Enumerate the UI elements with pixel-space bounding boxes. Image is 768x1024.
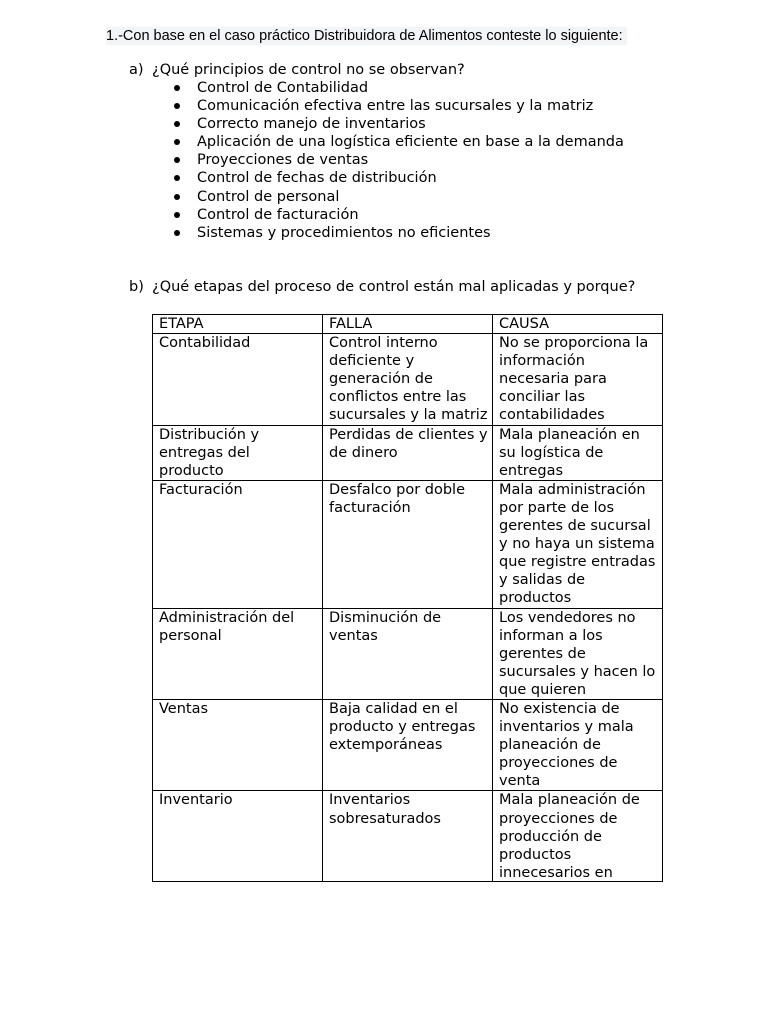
cell-etapa: Administración del personal [153, 608, 323, 699]
list-item [173, 151, 624, 169]
cell-etapa [153, 791, 323, 882]
cell-etapa: Contabilidad [153, 334, 323, 425]
cell-falla: Control interno deficiente y generación de conflictos entre las sucursales y la matriz [323, 334, 493, 425]
bullet-icon [174, 85, 180, 91]
question-a-text: ¿Qué principios de control no se observan? [152, 62, 465, 78]
list-item [173, 97, 624, 115]
table-row [153, 334, 663, 425]
cell-causa: No existencia de inventarios y mala planeación de proyecciones de venta [493, 699, 663, 790]
list-item-text: Sistemas y procedimientos no eficientes [197, 224, 491, 241]
list-item [173, 224, 624, 242]
table-row [153, 425, 663, 480]
cell-falla: Perdidas de clientes y de dinero [323, 425, 493, 480]
cell-etapa: Distribución y entregas del producto [153, 425, 323, 480]
bullet-icon [174, 230, 180, 236]
list-item-text: Correcto manejo de inventarios [197, 116, 426, 133]
list-item-text: Control de facturación [197, 206, 359, 223]
bullet-icon [174, 175, 180, 181]
table-row [153, 608, 663, 699]
cell-falla: Disminución de ventas [323, 608, 493, 699]
cell-causa-text: Mala planeación de proyecciones de producción de productos innecesarios en [499, 792, 640, 881]
list-item [173, 169, 624, 187]
list-item [173, 188, 624, 206]
cell-etapa-text: Inventario [159, 792, 233, 809]
list-item [173, 115, 624, 133]
table-row [153, 480, 663, 608]
header-causa: CAUSA [493, 315, 663, 334]
question-a [129, 61, 465, 79]
table-row [153, 699, 663, 790]
list-item-text: Comunicación efectiva entre las sucursales y la matriz [197, 98, 594, 115]
list-item [173, 206, 624, 224]
page-heading: 1.-Con base en el caso práctico Distribuidora de Alimentos conteste lo siguiente: [106, 27, 627, 45]
list-item-text: Aplicación de una logística eficiente en base a la demanda [197, 134, 624, 151]
question-a-label: a) [129, 62, 144, 78]
header-etapa: ETAPA [153, 315, 323, 334]
cell-causa: No se proporciona la información necesaria para conciliar las contabilidades [493, 334, 663, 425]
question-b-text: ¿Qué etapas del proceso de control están mal aplicadas y porque? [152, 279, 636, 295]
question-b [129, 278, 635, 296]
cell-causa: Los vendedores no informan a los gerentes de sucursales y hacen lo que quieren [493, 608, 663, 699]
list-item-text: Control de Contabilidad [197, 80, 369, 96]
cell-causa [493, 791, 663, 882]
cell-etapa: Facturación [153, 480, 323, 608]
control-stages-table [152, 314, 663, 882]
cell-falla: Desfalco por doble facturación [323, 480, 493, 608]
table-header-row [153, 315, 663, 334]
cell-causa: Mala planeación en su logística de entregas [493, 425, 663, 480]
cell-falla: Baja calidad en el producto y entregas extemporáneas [323, 699, 493, 790]
table-row [153, 791, 663, 882]
bullet-icon [174, 103, 180, 109]
list-item-text: Control de personal [197, 188, 340, 205]
cell-falla-text: Inventarios sobresaturados [329, 792, 441, 827]
bullet-icon [174, 194, 180, 200]
cell-causa: Mala administración por parte de los gerentes de sucursal y no haya un sistema que registre entradas y salidas de productos [493, 480, 663, 608]
list-item [173, 133, 624, 151]
bullet-icon [174, 139, 180, 145]
cell-falla [323, 791, 493, 882]
bullet-icon [174, 157, 180, 163]
list-item-text: Control de fechas de distribución [197, 170, 437, 187]
cell-etapa: Ventas [153, 699, 323, 790]
question-b-label: b) [129, 279, 144, 295]
principles-list [173, 79, 624, 242]
list-item [173, 79, 624, 97]
bullet-icon [174, 212, 180, 218]
bullet-icon [174, 121, 180, 127]
header-falla: FALLA [323, 315, 493, 334]
list-item-text: Proyecciones de ventas [197, 152, 369, 169]
